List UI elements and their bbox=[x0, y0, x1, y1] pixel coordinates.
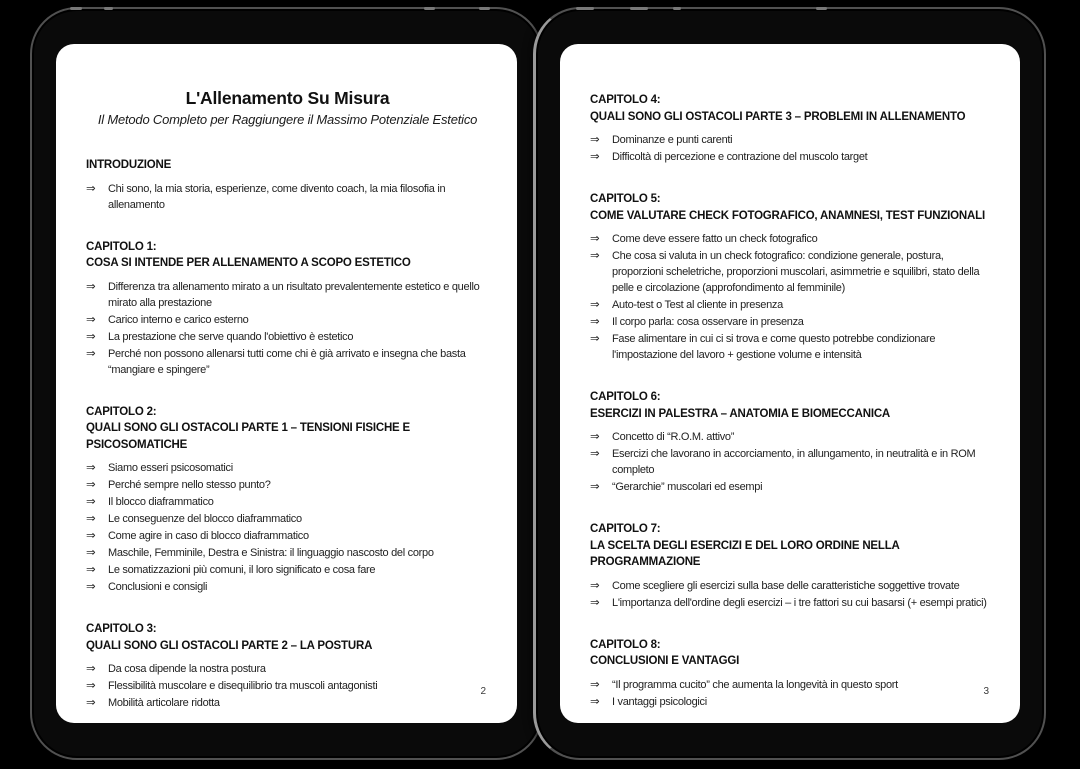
double-arrow-bullet-icon: ⇒ bbox=[86, 530, 96, 542]
toc-item bbox=[590, 578, 992, 594]
toc-item-text: Da cosa dipende la nostra postura bbox=[108, 663, 266, 675]
toc-item-text: L'importanza dell'ordine degli esercizi – i tre fattori su cui basarsi (+ esempi pratici) bbox=[612, 596, 987, 609]
toc-item bbox=[86, 695, 489, 711]
toc-item-text: Come scegliere gli esercizi sulla base delle caratteristiche soggettive trovate bbox=[612, 579, 960, 592]
toc-item bbox=[590, 446, 992, 478]
section-heading-line: LA SCELTA DEGLI ESERCIZI E DEL LORO ORDINE NELLA PROGRAMMAZIONE bbox=[590, 539, 900, 568]
toc-section bbox=[590, 191, 992, 363]
section-heading-line: INTRODUZIONE bbox=[86, 159, 172, 171]
section-items bbox=[590, 578, 992, 611]
double-arrow-bullet-icon: ⇒ bbox=[86, 547, 96, 559]
page-number: 2 bbox=[480, 686, 486, 697]
toc-item-text: Flessibilità muscolare e disequilibrio tra muscoli antagonisti bbox=[108, 680, 378, 692]
section-heading-line: CAPITOLO 2: bbox=[86, 405, 157, 418]
toc-item bbox=[86, 329, 489, 345]
top-edge-button bbox=[104, 7, 113, 10]
section-heading-line: CONCLUSIONI E VANTAGGI bbox=[590, 655, 740, 667]
double-arrow-bullet-icon: ⇒ bbox=[590, 333, 600, 345]
toc-item bbox=[590, 479, 992, 495]
toc-item bbox=[86, 279, 489, 311]
toc-item bbox=[590, 694, 992, 710]
toc-item-text: Maschile, Femminile, Destra e Sinistra: il linguaggio nascosto del corpo bbox=[108, 547, 434, 559]
toc-item bbox=[86, 511, 489, 527]
section-heading-line: CAPITOLO 1: bbox=[86, 240, 157, 253]
toc-item bbox=[590, 677, 992, 693]
double-arrow-bullet-icon: ⇒ bbox=[86, 182, 96, 195]
toc-item-text: La prestazione che serve quando l'obiettivo è estetico bbox=[108, 330, 354, 343]
toc-item bbox=[590, 149, 992, 165]
toc-item-text: Dominanze e punti carenti bbox=[612, 134, 733, 146]
document-page-2 bbox=[56, 44, 517, 723]
section-heading bbox=[590, 389, 992, 422]
section-heading-line: QUALI SONO GLI OSTACOLI PARTE 3 – PROBLEMI IN ALLENAMENTO bbox=[590, 110, 966, 123]
section-heading bbox=[86, 621, 489, 654]
double-arrow-bullet-icon: ⇒ bbox=[86, 462, 96, 474]
toc-item-text: Esercizi che lavorano in accorciamento, in allungamento, in neutralità e in ROM completo bbox=[612, 448, 976, 476]
double-arrow-bullet-icon: ⇒ bbox=[590, 134, 600, 146]
section-items bbox=[86, 661, 489, 711]
section-heading-line: CAPITOLO 7: bbox=[590, 523, 661, 535]
toc-section bbox=[590, 389, 992, 495]
tablet-device-right bbox=[533, 7, 1046, 760]
section-heading bbox=[590, 521, 992, 571]
section-items bbox=[590, 231, 992, 363]
toc-item-text: Le somatizzazioni più comuni, il loro significato e cosa fare bbox=[108, 564, 376, 576]
section-heading-line: COME VALUTARE CHECK FOTOGRAFICO, ANAMNESI, TEST FUNZIONALI bbox=[590, 209, 985, 222]
toc-item bbox=[86, 545, 489, 561]
section-heading-line: CAPITOLO 5: bbox=[590, 193, 661, 205]
toc-item bbox=[86, 528, 489, 544]
toc-item bbox=[590, 331, 992, 363]
section-items bbox=[590, 677, 992, 710]
section-heading bbox=[590, 191, 992, 224]
toc-item bbox=[86, 661, 489, 677]
section-heading bbox=[86, 157, 489, 174]
double-arrow-bullet-icon: ⇒ bbox=[86, 697, 96, 709]
toc-item-text: Fase alimentare in cui ci si trova e come questo potrebbe condizionare l'impostazione del lavoro + gestione volume e intensità bbox=[612, 333, 936, 361]
section-heading-line: COSA SI INTENDE PER ALLENAMENTO A SCOPO ESTETICO bbox=[86, 257, 411, 269]
toc-item-text: Carico interno e carico esterno bbox=[108, 313, 249, 326]
double-arrow-bullet-icon: ⇒ bbox=[590, 481, 600, 493]
double-arrow-bullet-icon: ⇒ bbox=[86, 513, 96, 525]
document-title: L'Allenamento Su Misura bbox=[185, 88, 390, 108]
toc-item-text: Concetto di “R.O.M. attivo” bbox=[612, 431, 735, 443]
double-arrow-bullet-icon: ⇒ bbox=[86, 330, 96, 343]
section-heading-line: CAPITOLO 4: bbox=[590, 94, 661, 106]
double-arrow-bullet-icon: ⇒ bbox=[86, 347, 96, 360]
double-arrow-bullet-icon: ⇒ bbox=[590, 596, 600, 609]
toc-item bbox=[86, 494, 489, 510]
toc-item bbox=[590, 595, 992, 611]
toc-section bbox=[86, 621, 489, 711]
toc-section bbox=[590, 521, 992, 611]
toc-item-text: Siamo esseri psicosomatici bbox=[108, 462, 233, 474]
top-edge-button bbox=[816, 7, 827, 10]
toc-item bbox=[86, 346, 489, 378]
toc-item bbox=[590, 429, 992, 445]
document-page-3 bbox=[560, 44, 1020, 723]
toc-item-text: Conclusioni e consigli bbox=[108, 581, 208, 593]
section-heading bbox=[86, 404, 489, 454]
double-arrow-bullet-icon: ⇒ bbox=[590, 233, 600, 245]
section-heading-line: ESERCIZI IN PALESTRA – ANATOMIA E BIOMECCANICA bbox=[590, 407, 891, 420]
toc-item-text: Perché non possono allenarsi tutti come chi è già arrivato e insegna che basta “mangiare e spingere” bbox=[108, 347, 466, 376]
double-arrow-bullet-icon: ⇒ bbox=[86, 680, 96, 692]
toc-item bbox=[86, 312, 489, 328]
double-arrow-bullet-icon: ⇒ bbox=[590, 151, 600, 163]
double-arrow-bullet-icon: ⇒ bbox=[590, 316, 600, 328]
section-items bbox=[86, 460, 489, 595]
toc-item bbox=[590, 297, 992, 313]
section-heading bbox=[590, 637, 992, 670]
toc-item bbox=[86, 477, 489, 493]
double-arrow-bullet-icon: ⇒ bbox=[590, 431, 600, 443]
toc-item bbox=[590, 132, 992, 148]
toc-item-text: Il corpo parla: cosa osservare in presenza bbox=[612, 316, 804, 328]
toc-section bbox=[86, 239, 489, 378]
double-arrow-bullet-icon: ⇒ bbox=[590, 299, 600, 311]
section-heading-line: CAPITOLO 3: bbox=[86, 623, 157, 635]
toc-item bbox=[86, 678, 489, 694]
top-edge-button bbox=[424, 7, 435, 10]
toc-item bbox=[590, 231, 992, 247]
toc-item-text: Come agire in caso di blocco diaframmatico bbox=[108, 530, 309, 542]
top-edge-button bbox=[479, 7, 490, 10]
toc-section bbox=[590, 92, 992, 165]
section-items bbox=[86, 181, 489, 213]
toc-item-text: “Il programma cucito” che aumenta la longevità in questo sport bbox=[612, 678, 898, 691]
toc-item-text: Chi sono, la mia storia, esperienze, come divento coach, la mia filosofia in allenamento bbox=[108, 182, 446, 211]
toc-item-text: I vantaggi psicologici bbox=[612, 695, 707, 708]
double-arrow-bullet-icon: ⇒ bbox=[86, 280, 96, 293]
toc-sections-right bbox=[590, 92, 992, 710]
toc-sections-left bbox=[86, 157, 489, 711]
toc-item-text: Le conseguenze del blocco diaframmatico bbox=[108, 513, 302, 525]
toc-item bbox=[86, 181, 489, 213]
toc-section bbox=[590, 637, 992, 710]
toc-item bbox=[590, 314, 992, 330]
double-arrow-bullet-icon: ⇒ bbox=[590, 250, 600, 262]
section-heading-line: CAPITOLO 8: bbox=[590, 638, 661, 651]
toc-item-text: “Gerarchie” muscolari ed esempi bbox=[612, 481, 763, 493]
double-arrow-bullet-icon: ⇒ bbox=[86, 564, 96, 576]
double-arrow-bullet-icon: ⇒ bbox=[86, 581, 96, 593]
section-items bbox=[590, 132, 992, 165]
tablet-screen-right bbox=[560, 44, 1020, 723]
toc-section bbox=[86, 404, 489, 596]
double-arrow-bullet-icon: ⇒ bbox=[590, 448, 600, 460]
toc-item bbox=[86, 562, 489, 578]
toc-item-text: Il blocco diaframmatico bbox=[108, 496, 214, 508]
double-arrow-bullet-icon: ⇒ bbox=[590, 678, 600, 691]
section-heading bbox=[86, 239, 489, 272]
top-edge-button bbox=[673, 7, 681, 10]
double-arrow-bullet-icon: ⇒ bbox=[590, 579, 600, 592]
document-subtitle: Il Metodo Completo per Raggiungere il Massimo Potenziale Estetico bbox=[97, 112, 478, 127]
section-heading-line: CAPITOLO 6: bbox=[590, 391, 661, 403]
toc-item-text: Come deve essere fatto un check fotografico bbox=[612, 233, 818, 245]
tablet-screen-left bbox=[56, 44, 517, 723]
section-heading-line: QUALI SONO GLI OSTACOLI PARTE 2 – LA POSTURA bbox=[86, 639, 373, 652]
toc-item-text: Perché sempre nello stesso punto? bbox=[108, 479, 271, 491]
toc-item-text: Auto-test o Test al cliente in presenza bbox=[612, 299, 783, 311]
tablet-device-left bbox=[30, 7, 543, 760]
toc-section bbox=[86, 157, 489, 213]
toc-item-text: Che cosa si valuta in un check fotografico: condizione generale, postura, proporzioni scheletriche, proporzioni muscolari, asimmetrie e squilibri, stato della pelle e circolazione (approfondimento al femminile) bbox=[612, 250, 980, 294]
page-number: 3 bbox=[983, 686, 989, 697]
section-heading-line: QUALI SONO GLI OSTACOLI PARTE 1 – TENSIONI FISICHE E PSICOSOMATICHE bbox=[86, 422, 410, 451]
section-items bbox=[86, 279, 489, 378]
top-edge-button bbox=[630, 7, 648, 10]
double-arrow-bullet-icon: ⇒ bbox=[86, 663, 96, 675]
double-arrow-bullet-icon: ⇒ bbox=[86, 479, 96, 491]
toc-item bbox=[86, 460, 489, 476]
double-arrow-bullet-icon: ⇒ bbox=[86, 313, 96, 326]
double-arrow-bullet-icon: ⇒ bbox=[590, 695, 600, 708]
toc-item bbox=[86, 579, 489, 595]
toc-item-text: Mobilità articolare ridotta bbox=[108, 697, 220, 709]
top-edge-button bbox=[576, 7, 594, 10]
toc-item-text: Difficoltà di percezione e contrazione del muscolo target bbox=[612, 151, 868, 163]
toc-item-text: Differenza tra allenamento mirato a un risultato prevalentemente estetico e quello mirato alla prestazione bbox=[108, 280, 480, 309]
double-arrow-bullet-icon: ⇒ bbox=[86, 496, 96, 508]
toc-item bbox=[590, 248, 992, 296]
top-edge-button bbox=[70, 7, 82, 10]
section-items bbox=[590, 429, 992, 495]
section-heading bbox=[590, 92, 992, 125]
